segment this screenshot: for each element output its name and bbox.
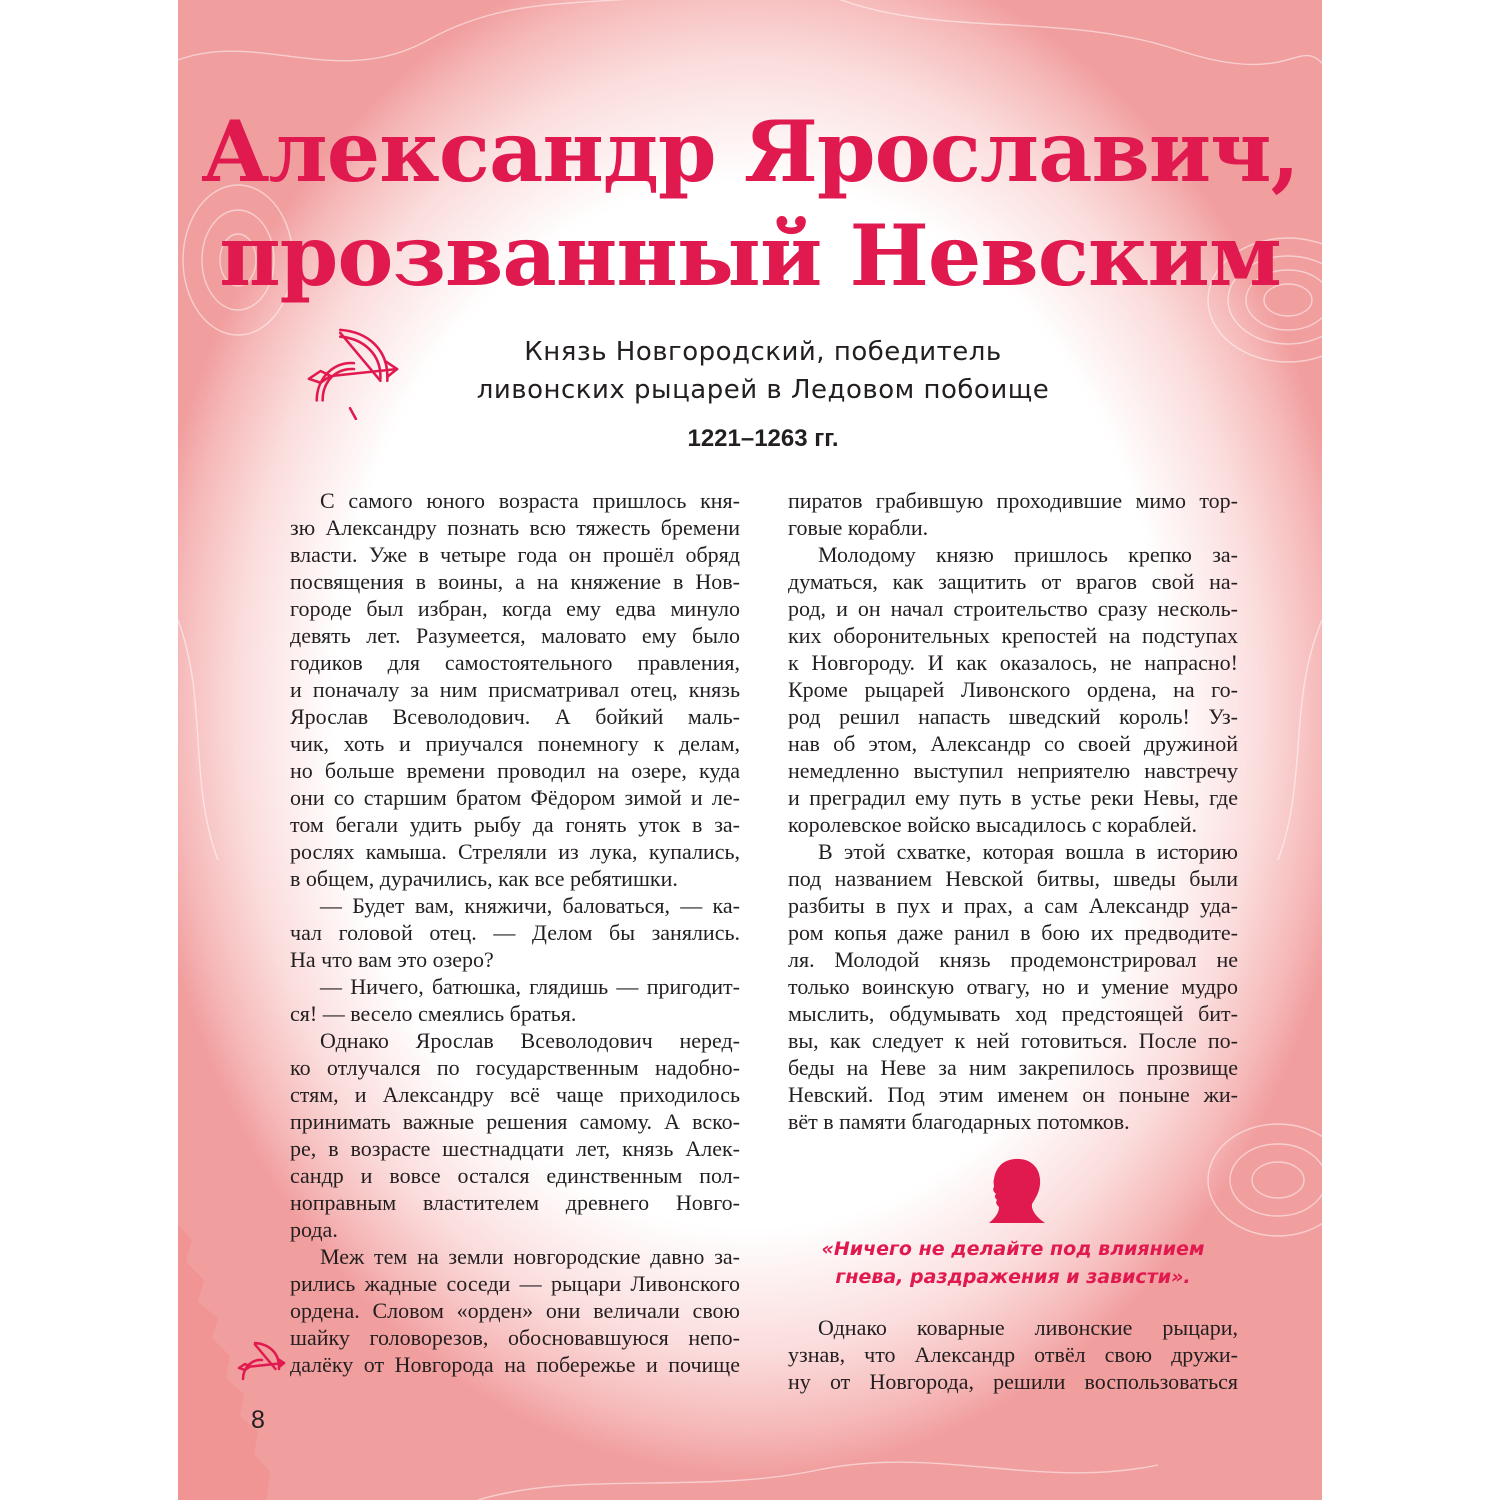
bow-and-arrow-icon — [303, 322, 401, 420]
text-line: том бегали удить рыбу да гонять уток в за- — [290, 812, 740, 837]
text-line: рослях камыша. Стреляли из лука, купались, — [290, 839, 740, 864]
subtitle-line-1: Князь Новгородский, победитель — [524, 337, 1002, 367]
text-line: ких оборонительных крепостей на подступах — [788, 623, 1238, 648]
child-profile-icon — [985, 1157, 1049, 1223]
title-line-2: прозванный Невским — [219, 206, 1281, 305]
text-line: и преградил ему путь в устье реки Невы, где — [788, 785, 1238, 810]
text-line: но больше времени проводил на озере, куда — [290, 758, 740, 783]
text-line: — Ничего, батюшка, глядишь — пригодит- — [320, 974, 740, 999]
quote-line-2: гнева, раздражения и зависти». — [835, 1266, 1191, 1288]
text-line: принимать важные решения самому. А вско- — [290, 1109, 740, 1134]
text-line: сандр и вовсе остался единственным пол- — [290, 1163, 740, 1188]
text-line: На что вам это озеро? — [290, 947, 494, 972]
text-line: ся! — весело смеялись братья. — [290, 1001, 577, 1026]
title-line-1: Александр Ярославич, — [201, 102, 1299, 201]
text-line: годиков для самостоятельного правления, — [290, 650, 740, 675]
text-line: Однако коварные ливонские рыцари, — [818, 1315, 1238, 1340]
text-line: ну от Новгорода, решили воспользоваться — [788, 1369, 1238, 1394]
text-line: Кроме рыцарей Ливонского ордена, на го- — [788, 677, 1238, 702]
text-column-right — [788, 487, 1238, 1135]
text-line: ля. Молодой князь продемонстрировал не — [788, 947, 1238, 972]
text-line: род, и он начал строительство сразу несколь- — [788, 596, 1238, 621]
text-line: В этой схватке, которая вошла в историю — [818, 839, 1238, 864]
text-line: думаться, как защитить от врагов свой на- — [788, 569, 1238, 594]
text-line: шайку головорезов, обосновавшуюся непо- — [290, 1325, 740, 1350]
page-number: 8 — [251, 1406, 265, 1434]
text-line: ордена. Словом «орден» они величали свою — [290, 1298, 740, 1323]
text-line: Молодому князю пришлось крепко за- — [818, 542, 1238, 567]
text-line: род решил напасть шведский король! Уз- — [788, 704, 1238, 729]
text-line: чик, хоть и приучался понемногу к делам, — [290, 731, 740, 756]
text-line: немедленно выступил неприятелю навстречу — [788, 758, 1238, 783]
quote-block — [800, 1235, 1226, 1291]
quote-line-1: «Ничего не делайте под влиянием — [821, 1238, 1205, 1260]
text-line: рода. — [290, 1217, 338, 1242]
text-line: нав об этом, Александр со своей дружиной — [788, 731, 1238, 756]
text-line: Однако Ярослав Всеволодович неред- — [320, 1028, 740, 1053]
text-line: городе был избран, когда ему едва минуло — [290, 596, 740, 621]
text-line: девять лет. Разумеется, маловато ему было — [290, 623, 740, 648]
text-line: и поначалу за ним присматривал отец, князь — [290, 677, 740, 702]
text-line: Ярослав Всеволодович. А бойкий маль- — [290, 704, 740, 729]
text-line: мыслить, обдумывать ход предстоящей бит- — [788, 1001, 1238, 1026]
text-line: вёт в памяти благодарных потомков. — [788, 1109, 1130, 1134]
text-line: посвящения в воины, а на княжение в Нов- — [290, 569, 740, 594]
text-line: стям, и Александру всё чаще приходилось — [290, 1082, 740, 1107]
text-line: под названием Невской битвы, шведы были — [788, 866, 1238, 891]
text-line: королевское войско высадилось с кораблей. — [788, 812, 1198, 837]
text-line: Невский. Под этим именем он поныне жи- — [788, 1082, 1238, 1107]
text-column-right-continued — [788, 1314, 1238, 1395]
page-title — [178, 100, 1322, 308]
text-line: далёку от Новгорода на побережье и почище — [290, 1352, 740, 1377]
text-line: разбиты в пух и прах, а сам Александр уда- — [788, 893, 1238, 918]
text-line: власти. Уже в четыре года он прошёл обряд — [290, 542, 740, 567]
life-dates: 1221–1263 гг. — [687, 425, 839, 452]
text-line: только воинскую отвагу, но и умение мудро — [788, 974, 1238, 999]
text-line: рились жадные соседи — рыцари Ливонского — [290, 1271, 740, 1296]
text-column-left — [290, 487, 740, 1378]
text-line: в общем, дурачились, как все ребятишки. — [290, 866, 678, 891]
text-line: пиратов грабившую проходившие мимо тор- — [788, 488, 1238, 513]
page-subtitle — [420, 333, 1106, 409]
text-line: ко отлучался по государственным надобно- — [290, 1055, 740, 1080]
text-line: узнав, что Александр отвёл свою дружи- — [788, 1342, 1238, 1367]
text-line: Меж тем на земли новгородские давно за- — [320, 1244, 740, 1269]
text-line: к Новгороду. И как оказалось, не напрасно! — [788, 650, 1238, 675]
text-line: зю Александру познать всю тяжесть бремени — [290, 515, 740, 540]
text-line: беды на Неве за ним закрепилось прозвище — [788, 1055, 1238, 1080]
text-line: говые корабли. — [788, 515, 929, 540]
text-line: вы, как следует к ней готовиться. После по- — [788, 1028, 1238, 1053]
bow-and-arrow-icon — [236, 1339, 286, 1389]
text-line: ноправным властителем древнего Новго- — [290, 1190, 740, 1215]
text-line: чал головой отец. — Делом бы занялись. — [290, 920, 740, 945]
text-line: они со старшим братом Фёдором зимой и ле- — [290, 785, 740, 810]
text-line: ре, в возрасте шестнадцати лет, князь Алек- — [290, 1136, 740, 1161]
text-line: ром копья даже ранил в бою их предводите- — [788, 920, 1238, 945]
text-line: С самого юного возраста пришлось кня- — [320, 488, 740, 513]
subtitle-line-2: ливонских рыцарей в Ледовом побоище — [476, 375, 1050, 405]
text-line: — Будет вам, княжичи, баловаться, — ка- — [320, 893, 740, 918]
